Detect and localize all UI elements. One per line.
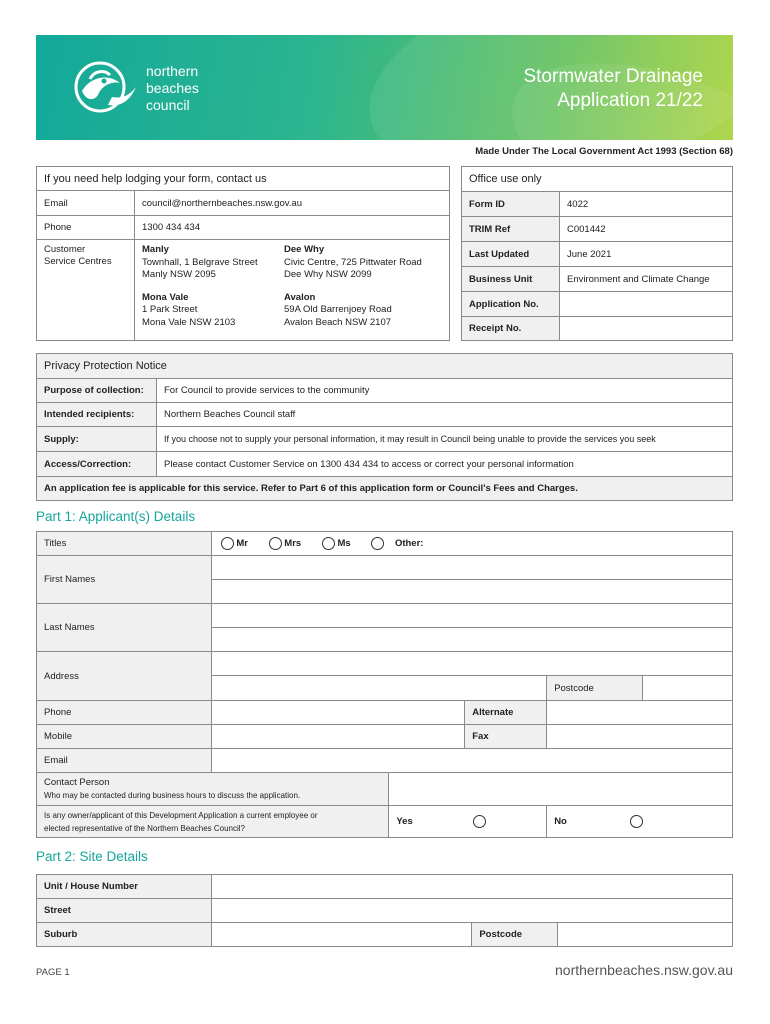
street-field[interactable] (211, 899, 732, 923)
privacy-label: Access/Correction: (37, 452, 157, 477)
privacy-label: Purpose of collection: (37, 379, 157, 403)
fax-field[interactable] (547, 725, 733, 749)
first-names-label: First Names (37, 556, 212, 604)
receipt-no-field[interactable] (560, 317, 733, 341)
fax-label: Fax (465, 725, 547, 749)
part2-title: Part 2: Site Details (36, 849, 148, 864)
service-centre (284, 244, 434, 282)
office-label: Last Updated (462, 242, 560, 267)
centre-address: 1 Park Street (142, 304, 198, 315)
header-banner (36, 35, 733, 140)
service-centres-label (37, 240, 135, 341)
suburb-field[interactable] (211, 923, 472, 947)
contact-person-field[interactable] (389, 773, 733, 806)
email-value[interactable]: council@northernbeaches.nsw.gov.au (135, 191, 450, 216)
page-number: PAGE 1 (36, 967, 70, 978)
logo-line: northern (146, 63, 199, 79)
contact-help-table (36, 166, 450, 341)
service-centre (284, 292, 434, 330)
address-label: Address (37, 652, 212, 701)
last-names-field-2[interactable] (211, 628, 732, 652)
radio-yes[interactable] (473, 815, 486, 828)
website-url[interactable]: northernbeaches.nsw.gov.au (555, 962, 733, 978)
form-title (523, 65, 703, 113)
service-centre (142, 244, 284, 282)
privacy-value: Northern Beaches Council staff (157, 403, 733, 427)
form-title-line1: Stormwater Drainage (523, 66, 703, 87)
phone-label: Phone (37, 701, 212, 725)
titles-options (211, 532, 732, 556)
office-use-table (461, 166, 733, 341)
mobile-field[interactable] (211, 725, 465, 749)
radio-label: Other: (394, 538, 424, 550)
radio-mr[interactable] (221, 537, 234, 550)
form-title-line2: Application 21/22 (557, 90, 703, 111)
postcode-label: Postcode (547, 676, 643, 701)
alternate-label: Alternate (465, 701, 547, 725)
email-field[interactable] (211, 749, 732, 773)
privacy-value: Please contact Customer Service on 1300 434 434 to access or correct your personal information (157, 452, 733, 477)
yes-option (389, 806, 547, 838)
office-use-heading: Office use only (462, 167, 733, 192)
mobile-label: Mobile (37, 725, 212, 749)
centre-name: Avalon (284, 291, 316, 303)
office-value: June 2021 (560, 242, 733, 267)
privacy-value: If you choose not to supply your personal information, it may result in Council being unable to provide the services you seek (157, 427, 733, 452)
centre-address: Mona Vale NSW 2103 (142, 316, 236, 328)
last-names-label: Last Names (37, 604, 212, 652)
privacy-label: Supply: (37, 427, 157, 452)
postcode-field[interactable] (643, 676, 733, 701)
office-label: TRIM Ref (462, 217, 560, 242)
application-no-field[interactable] (560, 292, 733, 317)
last-names-field-1[interactable] (211, 604, 732, 628)
centre-address: Civic Centre, 725 Pittwater Road (284, 256, 422, 268)
contact-person-title: Contact Person (44, 777, 110, 788)
street-label: Street (37, 899, 212, 923)
yes-label: Yes (396, 816, 413, 828)
applicant-details-table (36, 531, 733, 838)
service-centres-label-line: Customer (44, 244, 86, 255)
centre-address: Dee Why NSW 2099 (284, 269, 372, 280)
employee-question-line: elected representative of the Northern Beaches Council? (44, 823, 246, 833)
part1-title: Part 1: Applicant(s) Details (36, 509, 196, 524)
site-postcode-field[interactable] (558, 923, 733, 947)
office-value: C001442 (560, 217, 733, 242)
titles-label: Titles (37, 532, 212, 556)
contact-person-label (37, 773, 389, 806)
service-centre (142, 292, 284, 330)
logo-line: beaches (146, 80, 199, 96)
radio-label: Mr (236, 538, 248, 550)
email-label: Email (37, 749, 212, 773)
radio-other[interactable] (371, 537, 384, 550)
centre-address: 59A Old Barrenjoey Road (284, 304, 392, 315)
no-label: No (554, 816, 567, 828)
centre-name: Dee Why (284, 244, 325, 255)
suburb-label: Suburb (37, 923, 212, 947)
employee-question-line: Is any owner/applicant of this Development Application a current employee or (44, 810, 318, 820)
office-value: Environment and Climate Change (560, 267, 733, 292)
first-names-field-1[interactable] (211, 556, 732, 580)
no-option (547, 806, 733, 838)
radio-label: Mrs (284, 538, 302, 550)
privacy-label: Intended recipients: (37, 403, 157, 427)
privacy-heading: Privacy Protection Notice (37, 354, 733, 379)
contact-person-note: Who may be contacted during business hours to discuss the application. (44, 791, 301, 800)
centre-address: Avalon Beach NSW 2107 (284, 316, 392, 328)
radio-ms[interactable] (322, 537, 335, 550)
address-field-1[interactable] (211, 652, 732, 676)
logo-wordmark (146, 63, 199, 114)
office-label: Receipt No. (462, 317, 560, 341)
centre-name: Mona Vale (142, 291, 189, 303)
phone-label: Phone (37, 216, 135, 240)
radio-mrs[interactable] (269, 537, 282, 550)
unit-label: Unit / House Number (37, 875, 212, 899)
centre-address: Townhall, 1 Belgrave Street (142, 256, 258, 268)
centre-address: Manly NSW 2095 (142, 269, 216, 280)
service-centres-list (135, 240, 450, 341)
logo-line: council (146, 97, 190, 113)
privacy-notice-table (36, 353, 733, 501)
first-names-field-2[interactable] (211, 580, 732, 604)
office-label: Form ID (462, 192, 560, 217)
service-centres-label-line: Service Centres (44, 256, 112, 267)
employee-question (37, 806, 389, 838)
site-details-table (36, 874, 733, 947)
council-logo-icon (68, 57, 138, 119)
fee-note: An application fee is applicable for this service. Refer to Part 6 of this application form or Council's Fees and Charges. (37, 477, 733, 501)
privacy-value: For Council to provide services to the community (157, 379, 733, 403)
office-label: Business Unit (462, 267, 560, 292)
unit-field[interactable] (211, 875, 732, 899)
centre-name: Manly (142, 244, 169, 255)
phone-value: 1300 434 434 (135, 216, 450, 240)
email-label: Email (37, 191, 135, 216)
contact-help-heading: If you need help lodging your form, contact us (37, 167, 450, 191)
radio-no[interactable] (630, 815, 643, 828)
alternate-field[interactable] (547, 701, 733, 725)
legislation-note: Made Under The Local Government Act 1993 (Section 68) (475, 146, 733, 157)
office-label: Application No. (462, 292, 560, 317)
phone-field[interactable] (211, 701, 465, 725)
site-postcode-label: Postcode (472, 923, 558, 947)
radio-label: Ms (337, 538, 351, 550)
office-value: 4022 (560, 192, 733, 217)
address-field-2[interactable] (211, 676, 546, 701)
